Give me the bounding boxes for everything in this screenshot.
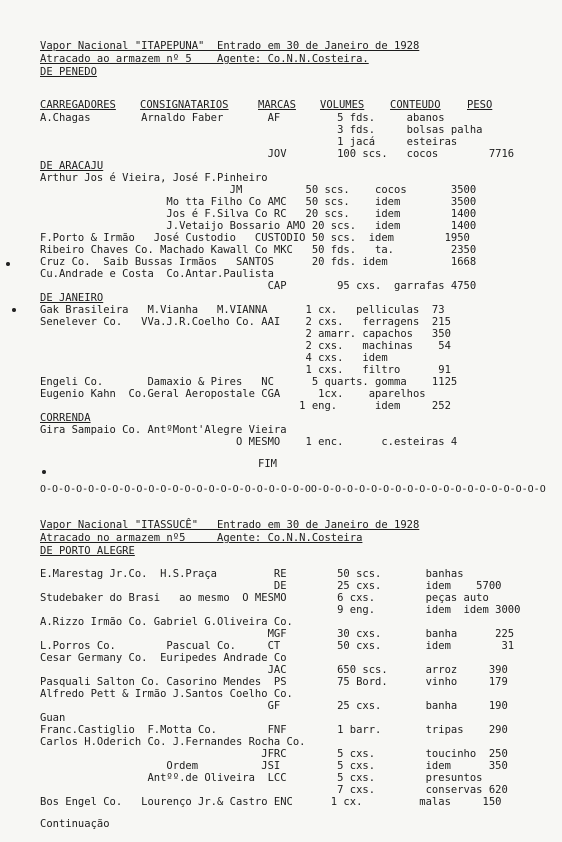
continuation-note: Continuação — [40, 818, 110, 830]
col-consignatarios: CONSIGNATARIOS — [140, 99, 229, 111]
manifest-line: Gira Sampaio Co. AntºMont'Alegre Vieira — [40, 424, 287, 436]
margin-mark — [12, 308, 16, 312]
manifest-line: 2 amarr. capachos 350 — [40, 328, 451, 340]
manifest-line: 1 eng. idem 252 — [40, 400, 451, 412]
manifest-line: Gak Brasileira M.Vianha M.VIANNA 1 cx. pelliculas 73 — [40, 304, 445, 316]
section-separator: O-O-O-O-O-O-O-O-O-O-O-O-O-O-O-O-O-O-O-O-O-O-OO-O-O-O-O-O-O-O-O-O-O-O-O-O-O-O-O-O-O-O — [40, 484, 546, 495]
manifest-line: Mo tta Filho Co AMC 50 scs. idem 3500 — [40, 196, 477, 208]
manifest-line: Cesar Germany Co. Euripedes Andrade Co — [40, 652, 287, 664]
manifest-line: Engeli Co. Damaxio & Pires NC 5 quarts. gomma 1125 — [40, 376, 458, 388]
ship2-header-line1: Vapor Nacional "ITASSUCÊ" Entrado em 30 de Janeiro de 1928 — [40, 519, 420, 531]
bullet-dot-mark — [42, 470, 46, 474]
col-volumes: VOLUMES — [320, 99, 365, 111]
manifest-line: GF 25 cxs. banha 190 — [40, 700, 508, 712]
manifest-line: Pasquali Salton Co. Casorino Mendes PS 75 Bord. vinho 179 — [40, 676, 508, 688]
manifest-line: L.Porros Co. Pascual Co. CT 50 cxs. idem 31 — [40, 640, 515, 652]
manifest-line: Cu.Andrade e Costa Co.Antar.Paulista — [40, 268, 274, 280]
manifest-line: Guan — [40, 712, 66, 724]
manifest-line: Antºº.de Oliveira LCC 5 cxs. presuntos — [40, 772, 483, 784]
manifest-line: 2 cxs. machinas 54 — [40, 340, 451, 352]
fim-label: FIM — [258, 458, 277, 470]
manifest-line: Senelever Co. VVa.J.R.Coelho Co. AAI 2 cxs. ferragens 215 — [40, 316, 451, 328]
manifest-line: 4 cxs. idem — [40, 352, 388, 364]
margin-mark — [6, 262, 10, 266]
manifest-line: O MESMO 1 enc. c.esteiras 4 — [40, 436, 458, 448]
manifest-line: F.Porto & Irmão José Custodio CUSTODIO 50 scs. idem 1950 — [40, 232, 470, 244]
ship2-header-line2: Atracado no armazem nº5 Agente: Co.N.N.Costeira — [40, 532, 363, 544]
col-conteudo: CONTEUDO — [390, 99, 441, 111]
section-correnda: CORRENDA — [40, 412, 91, 424]
manifest-line: JAC 650 scs. arroz 390 — [40, 664, 508, 676]
manifest-line: MGF 30 cxs. banha 225 — [40, 628, 515, 640]
manifest-line: JFRC 5 cxs. toucinho 250 — [40, 748, 508, 760]
manifest-line: Franc.Castiglio F.Motta Co. FNF 1 barr. tripas 290 — [40, 724, 508, 736]
manifest-line: 1 jacá esteiras — [40, 136, 458, 148]
manifest-line: 1 cxs. filtro 91 — [40, 364, 451, 376]
manifest-line: E.Marestag Jr.Co. H.S.Praça RE 50 scs. banhas — [40, 568, 464, 580]
manifest-line: 7 cxs. conservas 620 — [40, 784, 508, 796]
manifest-line: J.Vetaijo Bossario AMO 20 scs. idem 1400 — [40, 220, 477, 232]
manifest-line: Studebaker do Brasi ao mesmo O MESMO 6 cxs. peças auto — [40, 592, 489, 604]
manifest-line: 3 fds. bolsas palha — [40, 124, 483, 136]
ship2-origin: DE PORTO ALEGRE — [40, 545, 135, 557]
manifest-line: Ordem JSI 5 cxs. idem 350 — [40, 760, 508, 772]
manifest-line: Alfredo Pett & Irmão J.Santos Coelho Co. — [40, 688, 293, 700]
ship1-header-line1: Vapor Nacional "ITAPEPUNA" Entrado em 30 de Janeiro de 1928 — [40, 40, 420, 52]
manifest-line: Bos Engel Co. Lourenço Jr.& Castro ENC 1 cx. malas 150 — [40, 796, 502, 808]
manifest-line: A.Chagas Arnaldo Faber AF 5 fds. abanos — [40, 112, 445, 124]
manifest-line: JOV 100 scs. cocos 7716 — [40, 148, 515, 160]
manifest-line: Jos é F.Silva Co RC 20 scs. idem 1400 — [40, 208, 477, 220]
ship1-header-line2: Atracado ao armazem nº 5 Agente: Co.N.N.Costeira. — [40, 53, 369, 65]
manifest-line: 9 eng. idem idem 3000 — [40, 604, 521, 616]
ship1-origin: DE PENEDO — [40, 66, 97, 78]
col-marcas: MARCAS — [258, 99, 296, 111]
manifest-line: Ribeiro Chaves Co. Machado Kawall Co MKC 50 fds. ta. 2350 — [40, 244, 477, 256]
manifest-line: Cruz Co. Saib Bussas Irmãos SANTOS 20 fds. idem 1668 — [40, 256, 477, 268]
manifest-line: JM 50 scs. cocos 3500 — [40, 184, 477, 196]
manifest-line: DE 25 cxs. idem 5700 — [40, 580, 502, 592]
manifest-line: CAP 95 cxs. garrafas 4750 — [40, 280, 477, 292]
col-carregadores: CARREGADORES — [40, 99, 116, 111]
section-janeiro: DE JANEIRO — [40, 292, 104, 304]
manifest-line: Eugenio Kahn Co.Geral Aeropostale CGA 1cx. aparelhos — [40, 388, 426, 400]
section-aracaju: DE ARACAJU — [40, 160, 104, 172]
manifest-line: Carlos H.Oderich Co. J.Fernandes Rocha Co. — [40, 736, 306, 748]
manifest-line: A.Rizzo Irmão Co. Gabriel G.Oliveira Co. — [40, 616, 293, 628]
col-peso: PESO — [467, 99, 493, 111]
manifest-line: Arthur Jos é Vieira, José F.Pinheiro — [40, 172, 268, 184]
